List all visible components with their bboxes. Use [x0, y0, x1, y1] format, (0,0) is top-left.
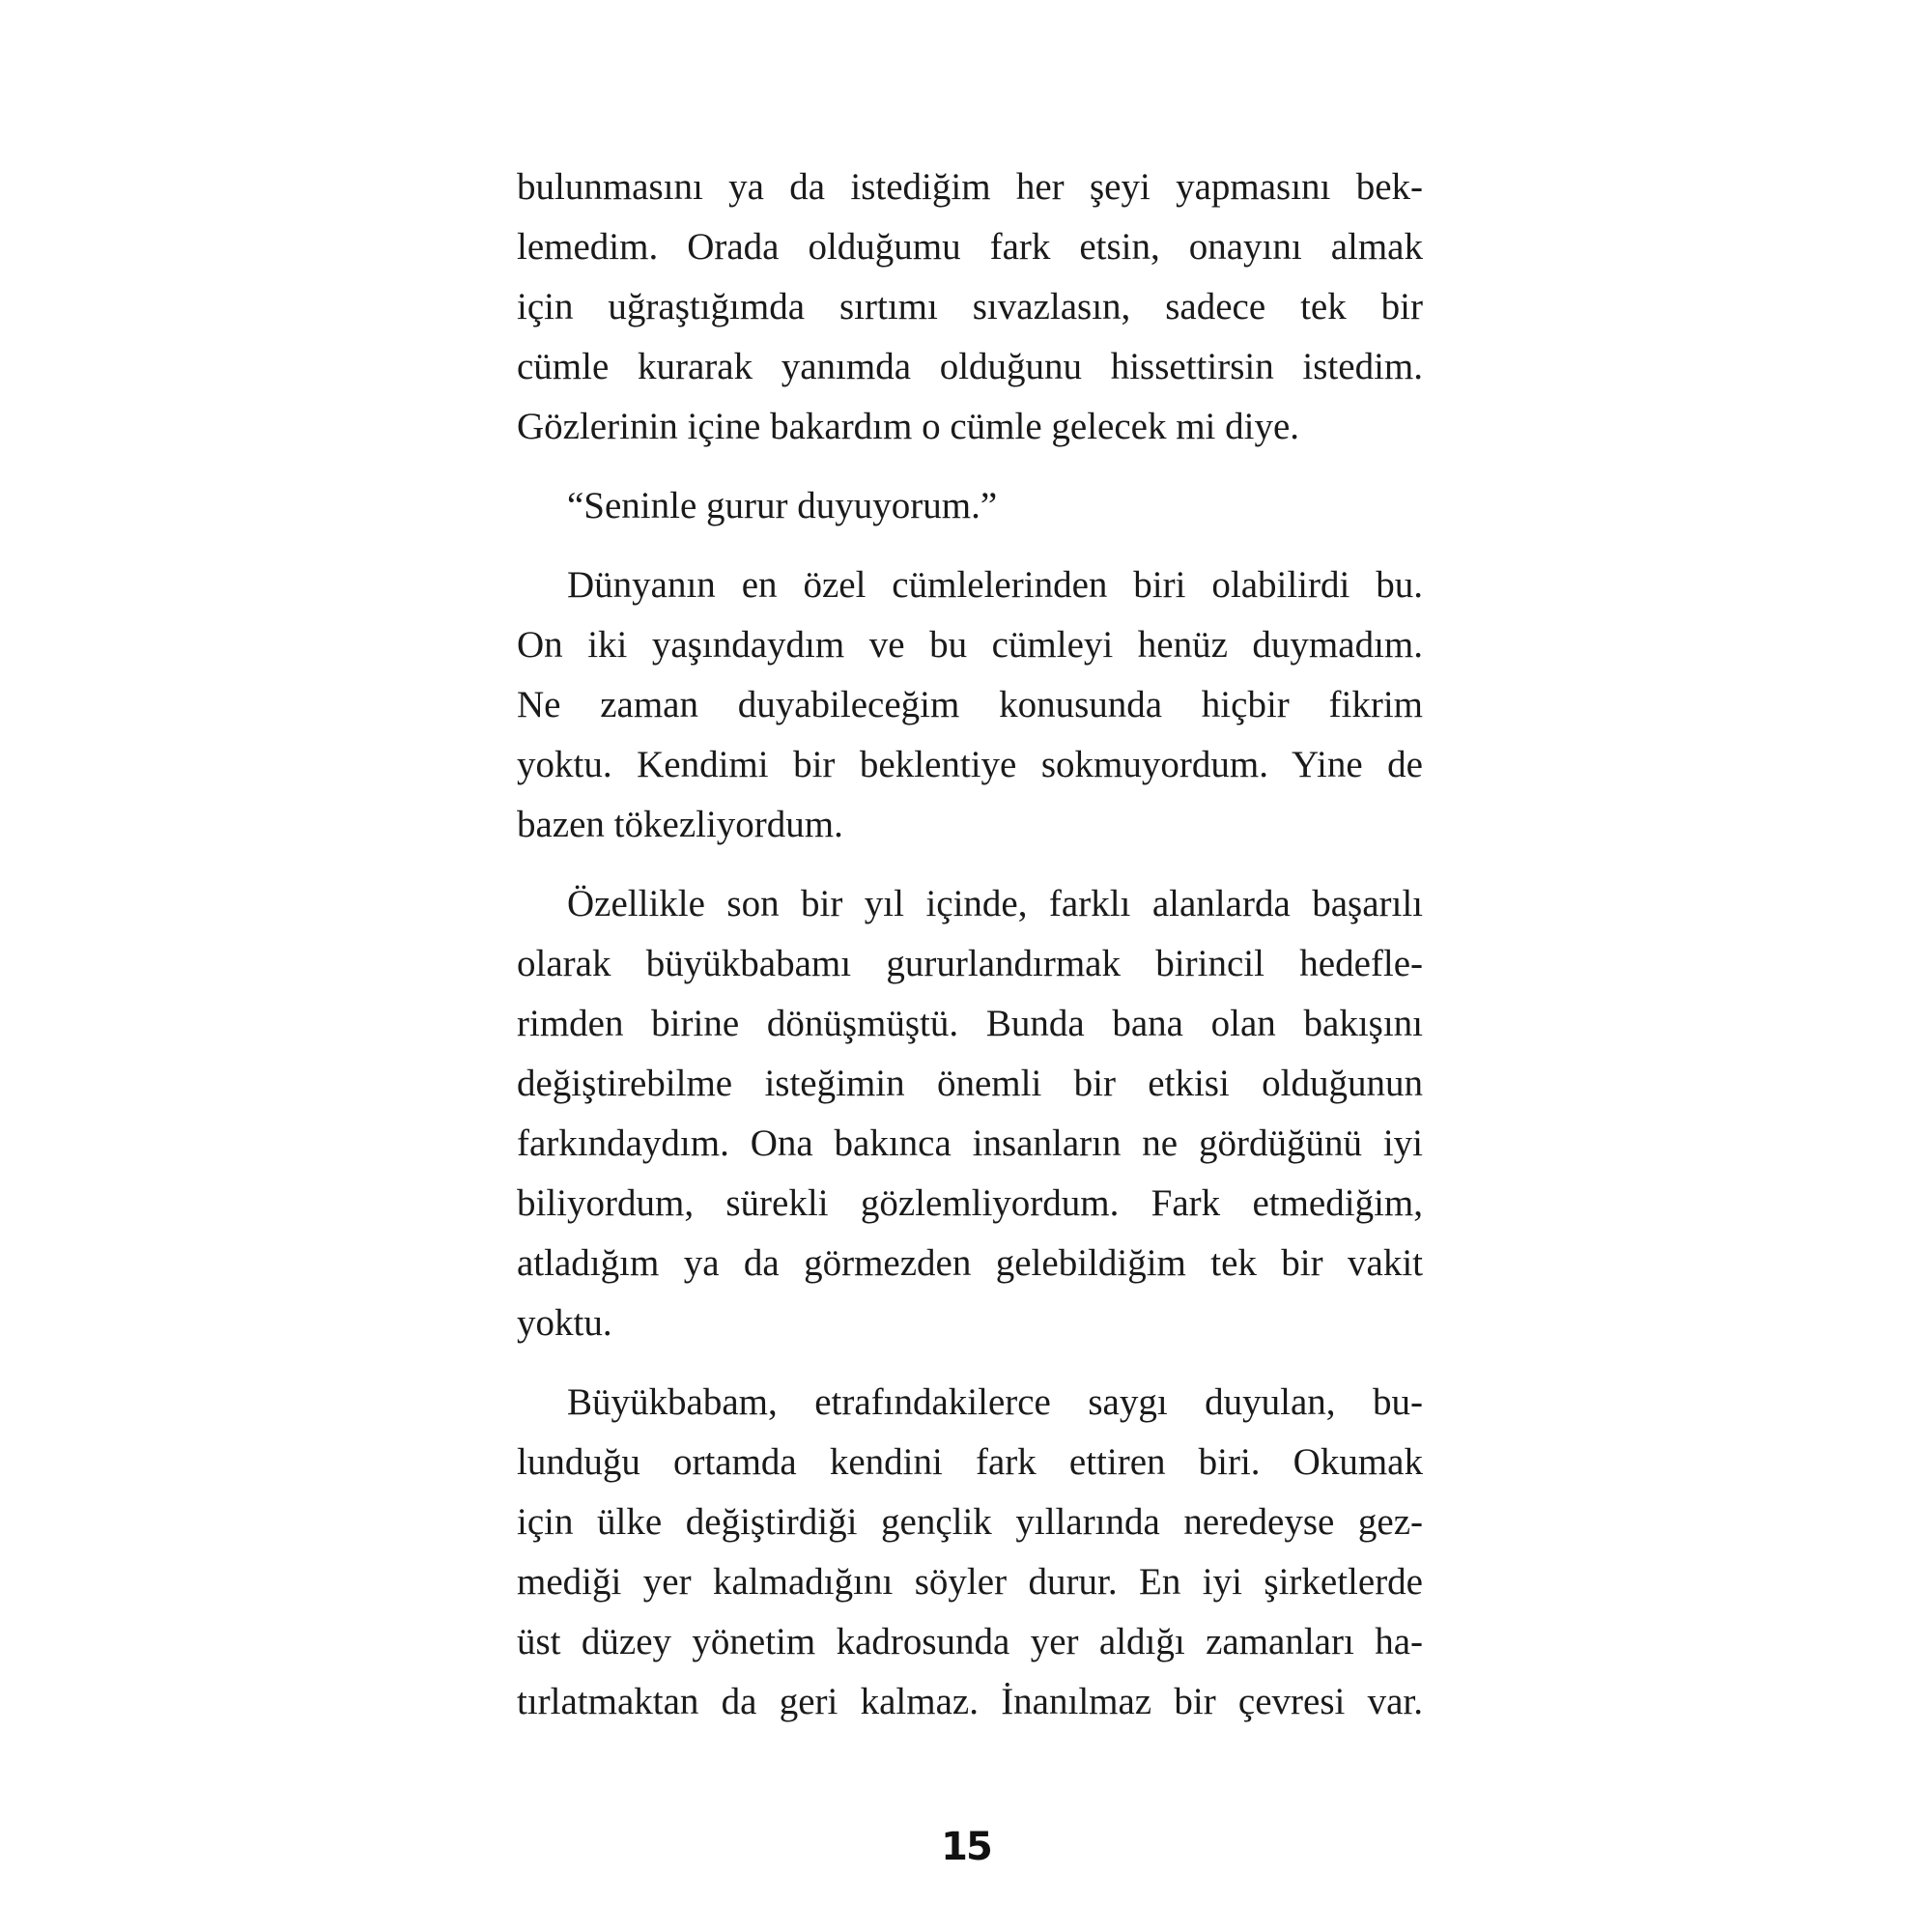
text-line: yoktu. — [517, 1302, 612, 1344]
text-line: farkındaydım. Ona bakınca insanların ne gördüğünü iyi — [517, 1122, 1423, 1164]
body-text — [517, 157, 1423, 1751]
text-line: On iki yaşındaydım ve bu cümleyi henüz duymadım. — [517, 624, 1423, 666]
paragraph-3 — [517, 555, 1423, 855]
text-line: Dünyanın en özel cümlelerinden biri olabilirdi bu. — [567, 564, 1423, 606]
text-line: cümle kurarak yanımda olduğunu hissettirsin istedim. — [517, 346, 1423, 387]
text-line: değiştirebilme isteğimin önemli bir etkisi olduğunun — [517, 1063, 1423, 1104]
text-line: atladığım ya da görmezden gelebildiğim tek bir vakit — [517, 1242, 1423, 1284]
text-line: bazen tökezliyordum. — [517, 804, 843, 845]
page-number: 15 — [941, 1825, 991, 1869]
text-line: bulunmasını ya da istediğim her şeyi yapmasını bek- — [517, 166, 1423, 208]
paragraph-4 — [517, 874, 1423, 1353]
text-line: için ülke değiştirdiği gençlik yıllarında neredeyse gez- — [517, 1501, 1423, 1543]
text-line: Özellikle son bir yıl içinde, farklı alanlarda başarılı — [567, 883, 1423, 924]
text-line: tırlatmaktan da geri kalmaz. İnanılmaz bir çevresi var. — [517, 1681, 1423, 1722]
text-line: lemedim. Orada olduğumu fark etsin, onayını almak — [517, 226, 1423, 268]
paragraph-2 — [517, 476, 1423, 536]
text-line: mediği yer kalmadığını söyler durur. En iyi şirketlerde — [517, 1561, 1423, 1603]
text-line: Ne zaman duyabileceğim konusunda hiçbir fikrim — [517, 684, 1423, 725]
text-line: rimden birine dönüşmüştü. Bunda bana olan bakışını — [517, 1003, 1423, 1044]
text-line: Gözlerinin içine bakardım o cümle gelecek mi diye. — [517, 406, 1300, 447]
text-line: Büyükbabam, etrafındakilerce saygı duyulan, bu- — [567, 1381, 1423, 1423]
text-line: lunduğu ortamda kendini fark ettiren biri. Okumak — [517, 1441, 1423, 1483]
text-line: üst düzey yönetim kadrosunda yer aldığı zamanları ha- — [517, 1621, 1423, 1662]
text-line: yoktu. Kendimi bir beklentiye sokmuyordum. Yine de — [517, 744, 1423, 785]
text-line: biliyordum, sürekli gözlemliyordum. Fark etmediğim, — [517, 1182, 1423, 1224]
paragraph-1 — [517, 157, 1423, 457]
text-line: “Seninle gurur duyuyorum.” — [567, 485, 998, 526]
text-line: için uğraştığımda sırtımı sıvazlasın, sadece tek bir — [517, 286, 1423, 327]
text-line: olarak büyükbabamı gururlandırmak birincil hedefle- — [517, 943, 1423, 984]
paragraph-5 — [517, 1373, 1423, 1732]
